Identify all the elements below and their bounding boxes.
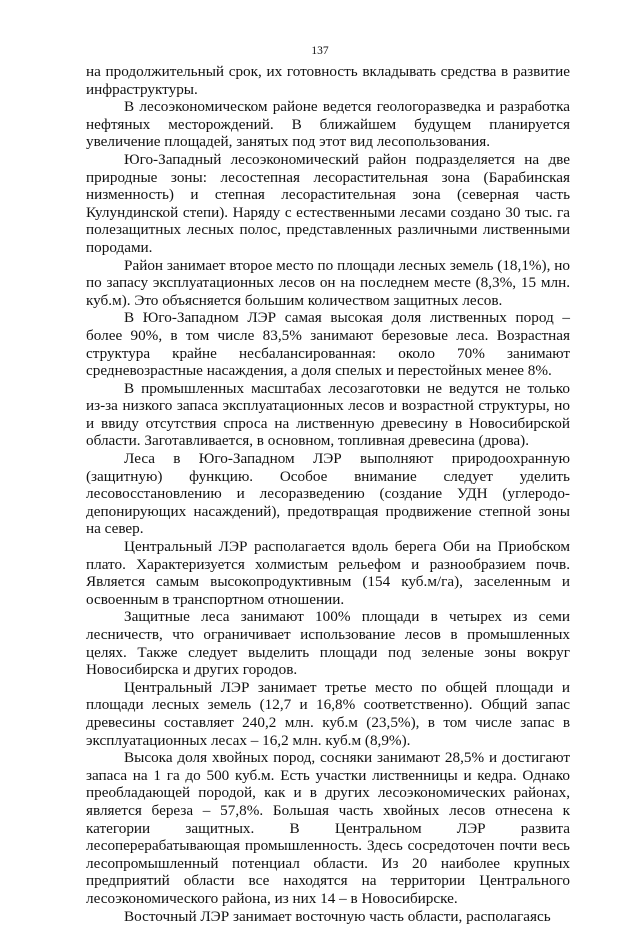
paragraph-eastern-region: Восточный ЛЭР занимает восточную часть области, располагаясь (86, 908, 570, 925)
paragraph-central-area-rank: Центральный ЛЭР занимает третье место по общей площади и площади лесных земель (12,7 и 16,8% соответственно). Общий запас древесины составляет 240,2 млн. куб.м (23,5%), в том числе запас в эксплуатационных лесах – 16,2 млн. куб.м (8,9%). (86, 679, 570, 749)
paragraph-coniferous-share: Высока доля хвойных пород, сосняки занимают 28,5% и достигают запаса на 1 га до 500 куб.м. Есть участки лиственницы и кедра. Однако преобладающей породой, как и в других лесоэкономических районах, является береза – 57,8%. Большая часть хвойных лесов отнесена к категории защитных. В Центральном ЛЭР развита лесоперерабатывающая промышленность. Здесь сосредоточен почти весь лесопромышленный потенциал области. Из 20 наиболее крупных предприятий области все находятся на территории Центрального лесоэкономического района, из них 14 – в Новосибирске. (86, 749, 570, 907)
paragraph-central-location: Центральный ЛЭР располагается вдоль берега Оби на Приобском плато. Характеризуется холмистым рельефом и разнообразием почв. Является самым высокопродуктивным (154 куб.м/га), заселенным и освоенным в транспортном отношении. (86, 538, 570, 608)
paragraph-deciduous-share: В Юго-Западном ЛЭР самая высокая доля лиственных пород – более 90%, в том числе 83,5% занимают березовые леса. Возрастная структура крайне несбалансированная: около 70% занимают средневозрастные насаждения, а доля спелых и перестойных менее 8%. (86, 309, 570, 379)
body-text (86, 63, 570, 925)
paragraph-logging: В промышленных масштабах лесозаготовки не ведутся не только из-за низкого запаса эксплуатационных лесов и возрастной структуры, но и ввиду отсутствия спроса на лиственную древесину в Новосибирской области. Заготавливается, в основном, топливная древесина (дрова). (86, 380, 570, 450)
paragraph-continuation: на продолжительный срок, их готовность вкладывать средства в развитие инфраструктуры. (86, 63, 570, 98)
paragraph-southwest-area-rank: Район занимает второе место по площади лесных земель (18,1%), но по запасу эксплуатационных лесов он на последнем месте (8,3%, 15 млн. куб.м). Это объясняется большим количеством защитных лесов. (86, 257, 570, 310)
paragraph-protective-function: Леса в Юго-Западном ЛЭР выполняют природоохранную (защитную) функцию. Особое внимание следует уделить лесовосстановлению и лесоразведению (создание УДН (углеродо-депонирующих насаждений), предотвращая продвижение степной зоны на север. (86, 450, 570, 538)
paragraph-geological-exploration: В лесоэкономическом районе ведется геологоразведка и разработка нефтяных месторождений. В ближайшем будущем планируется увеличение площадей, занятых под этот вид лесопользования. (86, 98, 570, 151)
page-number: 137 (0, 44, 640, 58)
paragraph-protective-forests: Защитные леса занимают 100% площади в четырех из семи лесничеств, что ограничивает использование лесов в промышленных целях. Также следует выделить площади под зеленые зоны вокруг Новосибирска и других городов. (86, 608, 570, 678)
paragraph-southwest-zones: Юго-Западный лесоэкономический район подразделяется на две природные зоны: лесостепная лесорастительная зона (Барабинская низменность) и степная лесорастительная зона (северная часть Кулундинской степи). Наряду с естественными лесами создано 30 тыс. га полезащитных лесных полос, представленных различными лиственными породами. (86, 151, 570, 257)
